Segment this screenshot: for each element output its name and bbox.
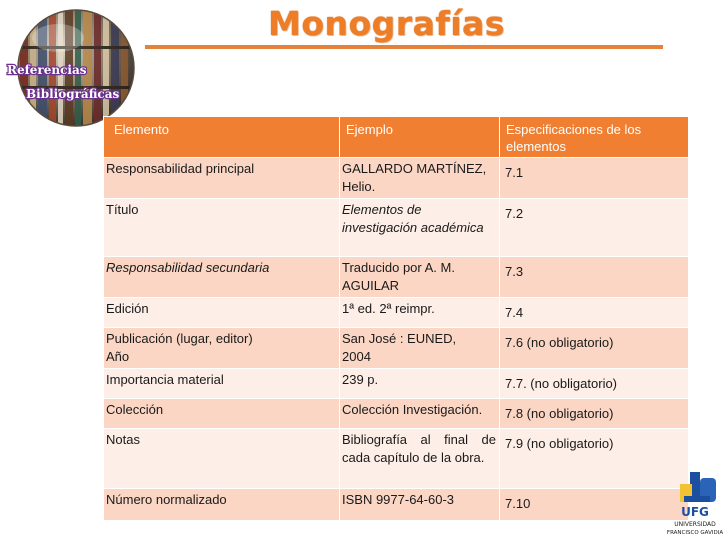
cell-elemento: Título [104,199,340,257]
cell-elemento [104,328,340,369]
cell-elemento: Número normalizado [104,489,340,521]
cell-elemento: Colección [104,399,340,429]
cell-ejemplo: Bibliografía al final de cada capítulo de la obra. [340,429,500,489]
cell-especificacion: 7.6 (no obligatorio) [500,328,689,369]
cell-especificacion: 7.4 [500,298,689,328]
ufg-logo [662,470,728,546]
cell-ejemplo: 1ª ed. 2ª reimpr. [340,298,500,328]
table-row [104,328,689,369]
cell-elemento: Importancia material [104,369,340,399]
cell-elemento: Responsabilidad secundaria [104,257,340,298]
page-title: Monografías [268,4,505,43]
cell-elemento: Notas [104,429,340,489]
cell-ejemplo: Elementos de investigación académica [340,199,500,257]
logo-line1: Referencias [7,63,87,77]
cell-elemento: Responsabilidad principal [104,158,340,199]
cell-especificacion: 7.7. (no obligatorio) [500,369,689,399]
header-ejemplo: Ejemplo [340,117,500,158]
referencias-bibliograficas-logo [6,6,138,128]
table-row [104,257,689,298]
ufg-acronym: UFG [681,505,709,519]
cell-ejemplo: GALLARDO MARTÍNEZ, Helio. [340,158,500,199]
table-header-row [104,117,689,158]
cell-especificacion: 7.10 [500,489,689,521]
cell-ejemplo-line1: San José : EUNED, [342,331,457,346]
table-row [104,298,689,328]
globe-books-icon [6,6,138,128]
cell-ejemplo: ISBN 9977-64-60-3 [340,489,500,521]
table-row [104,199,689,257]
cell-ejemplo: 239 p. [340,369,500,399]
cell-especificacion: 7.2 [500,199,689,257]
table-row [104,489,689,521]
header-especificaciones: Especificaciones de los elementos [500,117,689,158]
cell-ejemplo: Traducido por A. M. AGUILAR [340,257,500,298]
cell-elemento-line1: Publicación (lugar, editor) [106,331,253,346]
ufg-emblem-icon [662,470,728,546]
ufg-name-line2: FRANCISCO GAVIDIA [666,530,724,536]
monografias-table [103,116,689,521]
cell-especificacion: 7.9 (no obligatorio) [500,429,689,489]
cell-especificacion: 7.8 (no obligatorio) [500,399,689,429]
table-row [104,429,689,489]
title-underline [145,45,663,49]
logo-line2: Bibliográficas [26,87,120,101]
table-row [104,158,689,199]
cell-especificacion: 7.3 [500,257,689,298]
table-row [104,369,689,399]
table-row [104,399,689,429]
ufg-name-line1: UNIVERSIDAD [674,521,716,528]
cell-elemento-line2: Año [106,349,130,364]
cell-ejemplo: Colección Investigación. [340,399,500,429]
reference-elements-table [103,116,689,521]
cell-ejemplo-line2: 2004 [342,349,371,364]
header-elemento: Elemento [104,117,340,158]
cell-ejemplo [340,328,500,369]
cell-elemento: Edición [104,298,340,328]
cell-especificacion: 7.1 [500,158,689,199]
